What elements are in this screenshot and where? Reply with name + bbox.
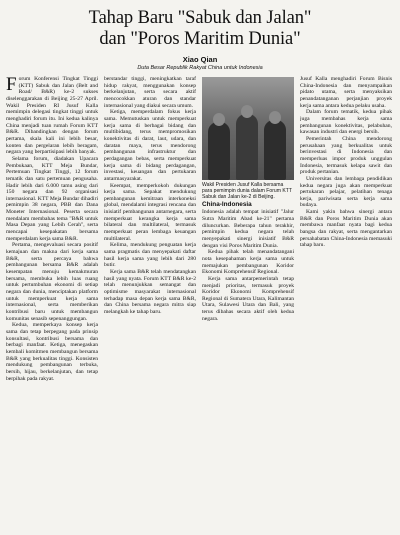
article-photo (202, 77, 294, 180)
paragraph: Keempat, memperkokoh dukungan kerja sama. Sepakat mendukung pembangunan kemitraan interkoneksi global, mendalami integrasi rencana dan inisiatif pembangunan antarnegara, serta memperkuat kerangka kerja sama bilateral dan multilateral, termasuk memperkuat peran lembaga keuangan multilateral. (104, 182, 196, 242)
column-2 (104, 76, 196, 528)
photo-figure-head (241, 105, 253, 118)
paragraph: Dalam forum tematik, kedua pihak juga membahas kerja sama pembangunan konektivitas, pelabuhan, kawasan industri dan energi bersih. (300, 109, 392, 136)
paragraph: Kerja sama B&R telah mendatangkan hasil yang nyata. Forum KTT B&R ke-2 telah menunjukkan semangat dan optimisme masyarakat internasional terhadap masa depan kerja sama B&R, dan China bersama negara mitra siap melangkah ke tahap baru. (104, 269, 196, 315)
paragraph: Kedua, memperkaya konsep kerja sama dan tetap berpegang pada prinsip konsultasi, kontribusi bersama dan berbagi manfaat. Ketiga, menegaskan kembali komitmen membangun bersama B&R yang berkualitas tinggi. Konsisten mendukung pembangunan terbuka, bersih, hijau, berkelanjutan, dan tetap berpihak pada rakyat. (6, 322, 98, 382)
newspaper-article (6, 6, 394, 529)
paragraph: Universitas dan lembaga pendidikan kedua negara juga akan memperkuat pertukaran pelajar, pelatihan tenaga kerja, pariwisata serta kerja sama budaya. (300, 175, 392, 209)
paragraph: Indonesia adalah tempat inisiatif "Jalur Sutra Maritim Abad ke-21" pertama diluncurkan. Beberapa tahun terakhir, pemimpin kedua negara telah menyepakati sinergi inisiatif B&R dengan visi Poros Maritim Dunia. (202, 209, 294, 249)
headline-line-2: dan "Poros Maritim Dunia" (99, 29, 301, 49)
paragraph: Kedua pihak telah menandatangani nota kesepahaman kerja sama untuk memajukan pembangunan Koridor Ekonomi Komprehensif Regional. (202, 249, 294, 276)
drop-cap: F (6, 76, 17, 95)
column-4 (300, 76, 392, 528)
photo-figure-head (269, 111, 281, 124)
section-subhead: China-Indonesia (202, 201, 252, 209)
paragraph: Pemerintah China mendorong perusahaan yang berkualitas untuk berinvestasi di Indonesia dan memperluas impor produk unggulan Indonesia, termasuk kelapa sawit dan produk pertanian. (300, 135, 392, 176)
photo-figure (208, 122, 230, 180)
photo-figure (264, 120, 286, 180)
photo-figure (236, 114, 258, 180)
paragraph-text: orum Konferensi Tingkat Tinggi (KTT) Sabuk dan Jalan (Belt and Road/ B&R) ke-2 sukses diselenggarakan di Beijing 25-27 April. Wakil Presiden RI Jusuf Kalla memimpin delegasi tingkat tinggi untuk menghadiri forum itu. Ini kedua kalinya China menjadi tuan rumah Forum KTT B&R. Dibandingkan dengan forum pertama, skala kali ini lebih besar, konten dan pergelaran lebih beragam, negara yang berpartisipasi lebih banyak. (6, 76, 98, 156)
paragraph: Kerja sama antarpemerintah tetap menjadi prioritas, termasuk proyek Koridor Ekonomi Komprehensif Regional di Sumatera Utara, Kalimantan Utara, Sulawesi Utara dan Bali, yang terus dibahas secara aktif oleh kedua negara. (202, 275, 294, 322)
photo-figure-head (213, 113, 225, 126)
paragraph (6, 76, 98, 156)
paragraph: Kelima, mendukung penguatan kerja sama pragmatis dan menyepakati daftar hasil kerja sama yang lebih dari 280 butir. (104, 242, 196, 269)
photo-caption: Wakil Presiden Jusuf Kalla bersama para pemimpin dunia dalam Forum KTT Sabuk dan Jalan ke-2 di Beijing. (202, 182, 292, 201)
paragraph: Kami yakin bahwa sinergi antara B&R dan Poros Maritim Dunia akan membawa manfaat nyata bagi kedua bangsa dan rakyat, serta mengantarkan persahabatan China-Indonesia memasuki tahap baru. (300, 209, 392, 249)
author-role: Duta Besar Republik Rakyat China untuk Indonesia (137, 65, 263, 71)
paragraph: Pertama, mengevaluasi secara positif kemajuan dan makna dari kerja sama B&R, serta percaya bahwa pembangunan bersama B&R adalah kesempatan menuju kemakmuran bersama, membuka lebih luas ruang untuk pertumbuhan ekonomi di setiap negara dan dunia, menciptakan platform untuk memperkuat kerja sama internasional, serta memberikan kontribusi baru untuk membangun komunitas senasib sepenanggungan. (6, 242, 98, 322)
headline-line-1: Tahap Baru "Sabuk dan Jalan" (88, 8, 312, 28)
author-name: Xiao Qian (182, 55, 218, 64)
paragraph: Ketiga, memperdalam fokus kerja sama. Memutuskan untuk memperkuat kerja sama di berbagai bidang dan multibidang, terus mempromosikan konektivitas di darat, laut, udara, dan daratan maya, terus mendorong pembangunan infrastruktur dan perdagangan bebas, serta memperkuat kerja sama di bidang perdagangan, investasi, keuangan dan pertukaran antarmasyarakat. (104, 109, 196, 182)
byline (6, 55, 394, 72)
paragraph: Selama forum, diadakan Upacara Pembukaan, KTT Meja Bundar, Pertemuan Tingkat Tinggi, 12 forum tematik dan satu pertemuan pengusaha. Hadir lebih dari 6.000 tamu asing dari 150 negara dan 92 organisasi internasional. KTT Meja Bundar dihadiri pemimpin 38 negara, PBB dan Dana Moneter Internasional. Peserta secara mendalam membahas tema "B&R untuk Masa Depan yang Lebih Cerah", serta mencapai kesepakatan bersama memperdalam kerja sama B&R. (6, 155, 98, 242)
paragraph: berstandar tinggi, meningkatkan taraf hidup rakyat, menggunakan konsep berkelanjutan, serta secara aktif mencocokkan aturan dan standar internasional yang diakui secara umum. (104, 76, 196, 109)
column-1 (6, 76, 98, 528)
article-headline (6, 8, 394, 50)
column-3 (202, 76, 294, 528)
paragraph: Jusuf Kalla menghadiri Forum Bisnis China-Indonesia dan menyampaikan pidato utama, serta menyaksikan penandatanganan perjanjian proyek kerja sama antara kedua pelaku usaha. (300, 76, 392, 109)
